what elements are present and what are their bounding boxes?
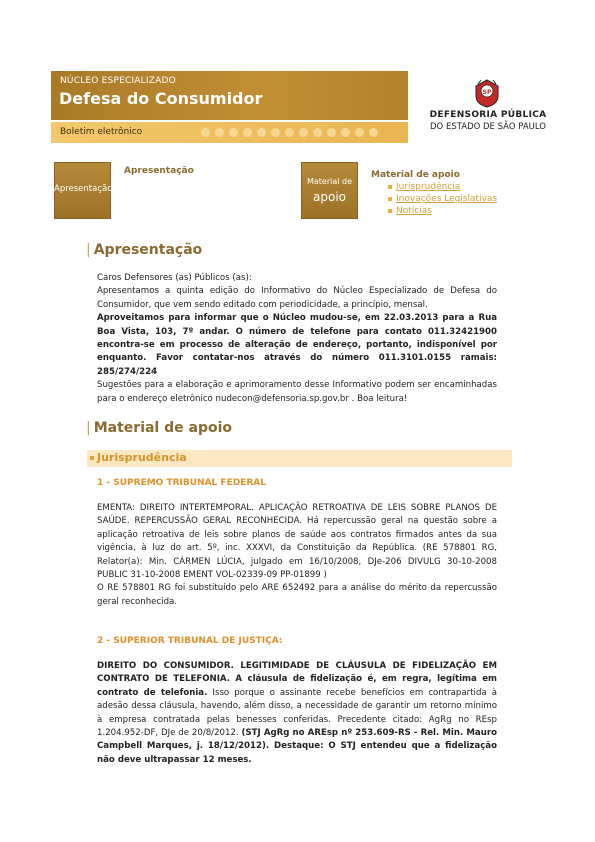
material-tile-label-1: Material de xyxy=(306,177,353,186)
material-heading: | Material de apoio xyxy=(86,420,233,436)
material-tile-label-2: apoio xyxy=(313,190,346,204)
apresentacao-p1: Apresentamos a quinta edição do Informativo do Núcleo Especializado de Defesa do Consumidor, que vem sendo editado com periodicidade, a princípio, mensal. xyxy=(97,286,497,310)
material-links xyxy=(388,181,497,217)
banner-title: Defesa do Consumidor xyxy=(59,89,263,108)
stj-bold-1: DIREITO DO CONSUMIDOR. LEGITIMIDADE DE CLÁUSULA DE FIDELIZAÇÃO EM CONTRATO DE TELEFONIA. A cláusula de fidelização é, em regra, legítima em contrato de telefonia. xyxy=(97,661,497,698)
link-jurisprudencia[interactable]: Jurisprudência xyxy=(388,181,497,193)
apresentacao-nav-label[interactable]: Apresentação xyxy=(124,166,194,176)
court-stj-heading: 2 - SUPERIOR TRIBUNAL DE JUSTIÇA: xyxy=(97,636,283,646)
stj-bold-2: (STJ AgRg no AREsp nº 253.609-RS - Rel. Min. Mauro Campbell Marques, j. 18/12/2012). Destaque: O STJ entendeu que a fidelização não deve ultrapassar 12 meses. xyxy=(97,728,497,765)
material-nav-label: Material de apoio xyxy=(371,170,460,180)
apresentacao-p2: Aproveitamos para informar que o Núcleo mudou-se, em 22.03.2013 para a Rua Boa Vista, 103, 7º andar. O número de telefone para contato 011.32421900 encontra-se em processo de alteração de endereço, portanto, indisponível por enquanto. Favor contatar-nos através do número 011.3101.0155 ramais: 285/274/224 xyxy=(97,313,497,377)
jurisprudencia-bar xyxy=(87,450,512,467)
stf-note: O RE 578801 RG foi substituído pelo ARE 652492 para a análise do mérito da repercussão geral reconhecida. xyxy=(97,583,497,607)
court-stf-heading: 1 - SUPREMO TRIBUNAL FEDERAL xyxy=(97,478,266,488)
greeting: Caros Defensores (as) Públicos (as): xyxy=(97,273,252,283)
banner-kicker: NÚCLEO ESPECIALIZADO xyxy=(60,76,176,86)
bullet-icon xyxy=(90,456,94,460)
header-banner xyxy=(51,71,408,143)
jurisprudencia-label: Jurisprudência xyxy=(97,451,187,464)
seal-text: SP xyxy=(482,89,492,96)
stj-body xyxy=(97,660,497,767)
stj-text: Isso porque o assinante recebe benefícios em contrapartida à adesão dessa cláusula, havendo, além disso, a necessidade de garantir um retorno mínimo à empresa contratada pelas benesses conferidas. Precedente citado: AgRg no REsp 1.204.952-DF, DJe de 20/8/2012. xyxy=(97,687,497,739)
banner-subtitle: Boletim eletrônico xyxy=(60,127,143,137)
logo-line2: DO ESTADO DE SÃO PAULO xyxy=(430,122,546,132)
apresentacao-body xyxy=(97,272,497,406)
banner-bottom xyxy=(51,122,408,143)
sp-seal-icon xyxy=(472,78,502,108)
decorative-dots xyxy=(201,128,378,138)
banner-top xyxy=(51,71,408,120)
material-tile[interactable] xyxy=(301,162,358,219)
link-inovacoes[interactable]: Inovações Legislativas xyxy=(388,193,497,205)
stf-ementa: EMENTA: DIREITO INTERTEMPORAL. APLICAÇÃO RETROATIVA DE LEIS SOBRE PLANOS DE SAÚDE. REPERCUSSÃO GERAL RECONHECIDA. Há repercussão geral na questão sobre a aplicação retroativa de leis sobre planos de saúde aos contratos firmados antes da sua vigência, à luz do art. 5º, inc. XXXVI, da Constituição da República. (RE 578801 RG, Relator(a): Min. CÁRMEN LÚCIA, julgado em 16/10/2008, DJe-206 DIVULG 30-10-2008 PUBLIC 31-10-2008 EMENT VOL-02339-09 PP-01899 ) xyxy=(97,503,497,581)
defensoria-logo xyxy=(422,78,554,138)
apresentacao-tile-label: Apresentação xyxy=(54,184,113,194)
apresentacao-p3: Sugestões para a elaboração e aprimoramento desse Informativo podem ser encaminhadas para o endereço eletrônico nudecon@defensoria.sp.gov.br . Boa leitura! xyxy=(97,380,497,404)
stf-body xyxy=(97,502,497,609)
apresentacao-heading: | Apresentação xyxy=(86,242,203,258)
logo-line1: DEFENSORIA PÚBLICA xyxy=(429,110,547,120)
apresentacao-tile[interactable] xyxy=(54,162,111,219)
link-noticias[interactable]: Notícias xyxy=(388,205,497,217)
